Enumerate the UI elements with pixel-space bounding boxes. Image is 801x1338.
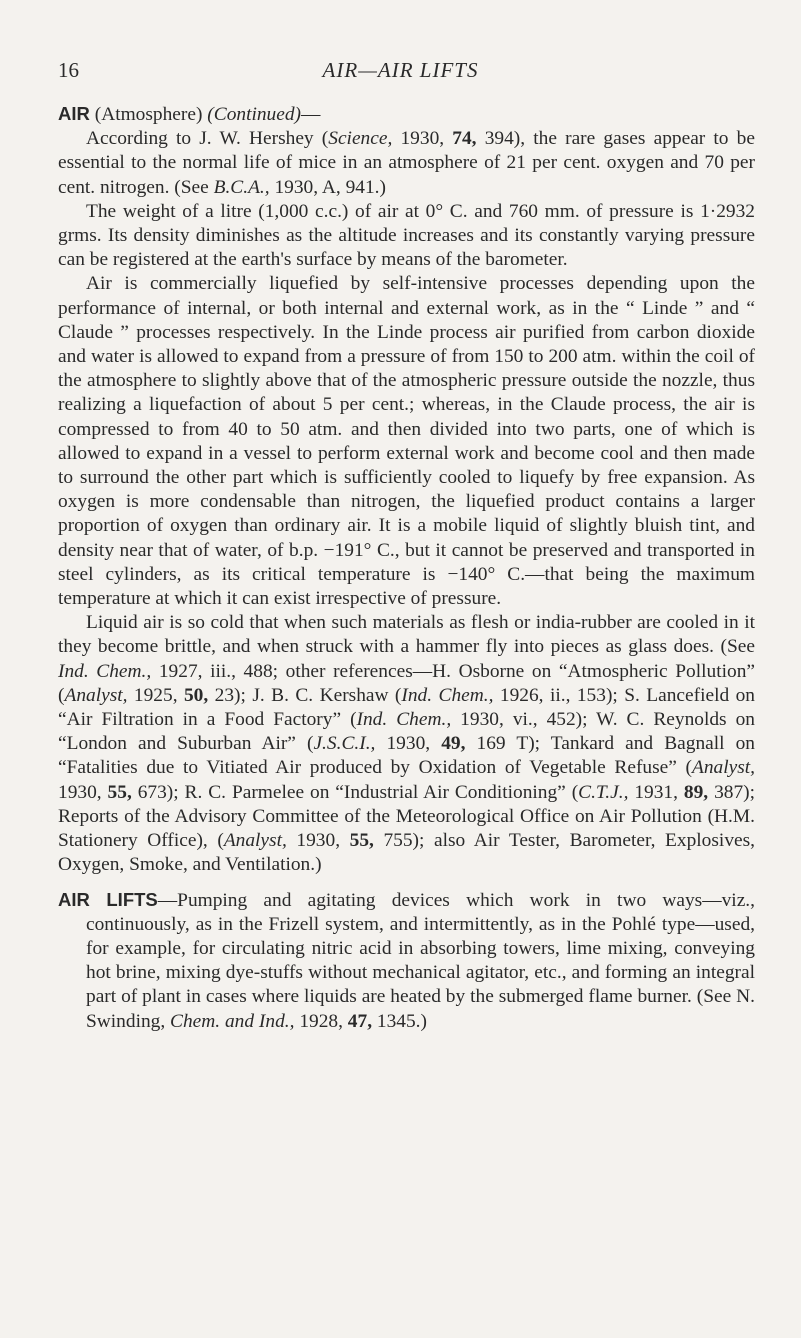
subhead-atmosphere: (Atmosphere): [94, 104, 203, 125]
entry-air-lifts: AIR LIFTS—Pumping and agitating devices which work in two ways—viz., continuously, as in the Frizell system, and intermittently, as in the Pohlé type—used, for example, for circulating nitric acid in absorbing towers, lime mixing, conveying hot brine, mixing dye-stuffs without mechanical agitator, etc., and forming an integral part of plant in cases where liquids are heated by the submerged flame burner. (See N. Swinding, Chem. and Ind., 1928, 47, 1345.): [58, 888, 755, 1032]
paragraph-hershey: According to J. W. Hershey (Science, 1930, 74, 394), the rare gases appear to be essential to the normal life of mice in an atmosphere of 21 per cent. oxygen and 70 per cent. nitrogen. (See B.C.A., 1930, A, 941.): [58, 128, 755, 198]
continued-label: (Continued): [207, 104, 302, 125]
headword-air: AIR: [58, 103, 90, 124]
running-head: AIR—AIR LIFTS: [322, 58, 479, 82]
headword-air-lifts: AIR LIFTS: [58, 888, 158, 910]
heading-dash: —: [301, 104, 321, 125]
paragraph-liquefaction: Air is commercially liquefied by self-intensive processes depending upon the performance of internal, or both internal and external work, as in the “ Linde ” and “ Claude ” processes respectively. In the Linde process air purified from carbon dioxide and water is allowed to expand from a pressure of from 150 to 200 atm. within the coil of the atmosphere to slightly above that of the atmospheric pressure outside the nozzle, thus realizing a liquefaction of about 5 per cent.; whereas, in the Claude process, the air is compressed to from 40 to 50 atm. and then divided into two parts, one of which is allowed to expand in a vessel to perform external work and become cool and then made to surround the other part which is sufficiently cooled to liquefy by free expansion. As oxygen is more condensable than nitrogen, the liquefied product contains a larger proportion of oxygen than ordinary air. It is a mobile liquid of slightly bluish tint, and density near that of water, of b.p. −191° C., but it cannot be preserved and transported in steel cylinders, as its critical temperature is −140° C.—that being the maximum temperature at which it can exist irrespective of pressure.: [58, 273, 755, 610]
paragraph-weight: The weight of a litre (1,000 c.c.) of air at 0° C. and 760 mm. of pressure is 1·2932 grms. Its density diminishes as the altitude increases and its constantly varying pressure can be registered at the earth's surface by means of the barometer.: [58, 200, 755, 271]
paragraph-liquid-air: Liquid air is so cold that when such materials as flesh or india-rubber are cooled in it they become brittle, and when struck with a hammer fly into pieces as glass does. (See Ind. Chem., 1927, iii., 488; other references—H. Osborne on “Atmospheric Pollution” (Analyst, 1925, 50, 23); J. B. C. Kershaw (Ind. Chem., 1926, ii., 153); S. Lancefield on “Air Filtration in a Food Factory” (Ind. Chem., 1930, vi., 452); W. C. Reynolds on “London and Suburban Air” (J.S.C.I., 1930, 49, 169 T); Tankard and Bagnall on “Fatalities due to Vitiated Air produced by Oxidation of Vegetable Refuse” (Analyst, 1930, 55, 673); R. C. Parmelee on “Industrial Air Conditioning” (C.T.J., 1931, 89, 387); Reports of the Advisory Committee of the Meteorological Office on Air Pollution (H.M. Stationery Office), (Analyst, 1930, 55, 755); also Air Tester, Barometer, Explosives, Oxygen, Smoke, and Ventilation.): [58, 612, 756, 876]
entry-air-heading: [58, 102, 755, 127]
page-body: [58, 102, 755, 1034]
page-number: 16: [58, 58, 79, 82]
